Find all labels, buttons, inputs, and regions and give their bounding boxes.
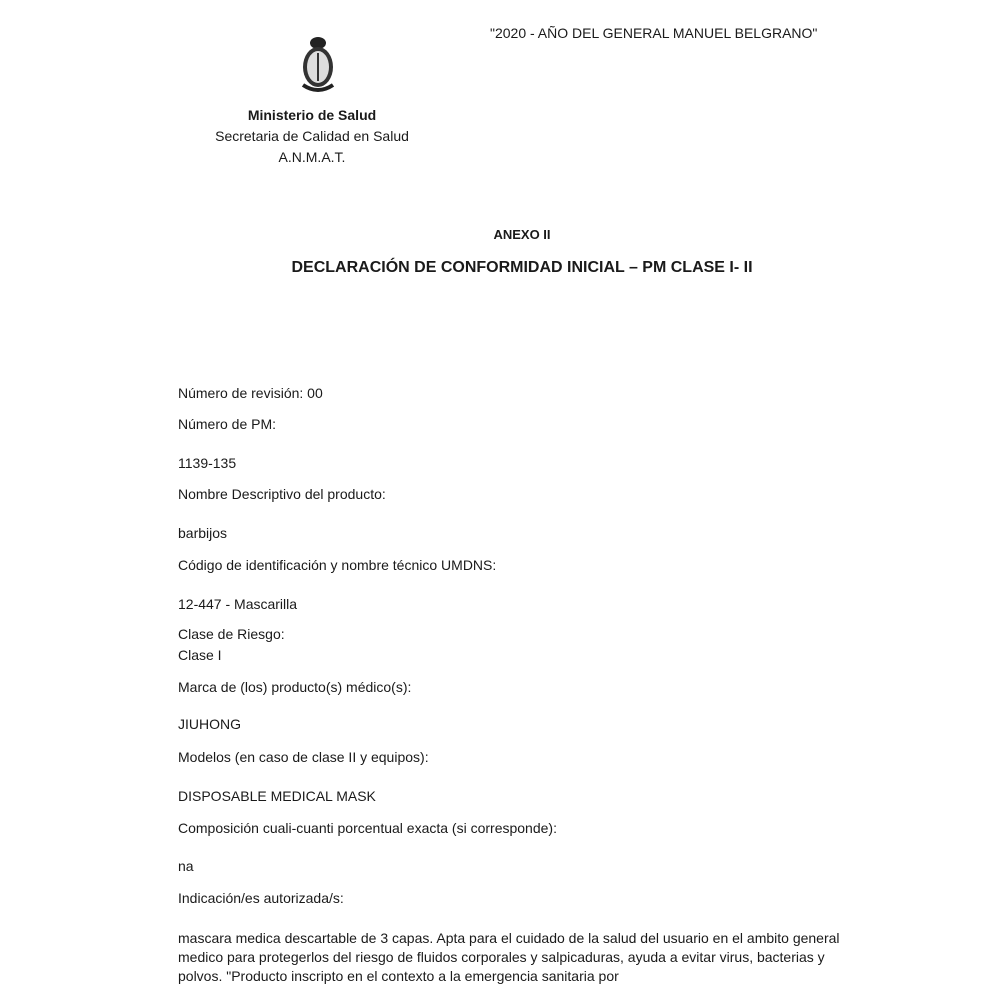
ministry-name: Ministerio de Salud — [247, 107, 377, 123]
risk-class-label: Clase de Riesgo: — [178, 626, 285, 642]
models-label: Modelos (en caso de clase II y equipos): — [178, 749, 429, 765]
document-title: DECLARACIÓN DE CONFORMIDAD INICIAL – PM CLASE I- II — [291, 259, 753, 276]
pm-number-label: Número de PM: — [178, 416, 277, 432]
indications-label: Indicación/es autorizada/s: — [178, 890, 344, 906]
annex-label: ANEXO II — [493, 227, 551, 242]
revision-number: Número de revisión: 00 — [178, 385, 323, 401]
brand-value: JIUHONG — [178, 716, 241, 732]
models-value: DISPOSABLE MEDICAL MASK — [178, 788, 376, 804]
agency-name: A.N.M.A.T. — [278, 149, 346, 165]
umdns-value: 12-447 - Mascarilla — [178, 596, 298, 612]
product-name-value: barbijos — [178, 525, 228, 541]
secretariat-name: Secretaria de Calidad en Salud — [215, 128, 409, 144]
umdns-label: Código de identificación y nombre técnico UMDNS: — [178, 557, 497, 573]
product-name-label: Nombre Descriptivo del producto: — [178, 486, 386, 502]
indications-value: mascara medica descartable de 3 capas. Apta para el cuidado de la salud del usuario en el ambito general medico para protegerlos del riesgo de fluidos corporales y salpicaduras, ayuda a evitar virus, bacterias y polvos. "Producto inscripto en el contexto a la emergencia sanitaria por — [178, 930, 840, 984]
coat-of-arms-icon — [293, 33, 343, 97]
pm-number-value: 1139-135 — [178, 455, 237, 471]
risk-class-value: Clase I — [178, 647, 222, 663]
year-motto: "2020 - AÑO DEL GENERAL MANUEL BELGRANO" — [490, 25, 818, 41]
brand-label: Marca de (los) producto(s) médico(s): — [178, 679, 412, 695]
composition-value: na — [178, 858, 194, 874]
composition-label: Composición cuali-cuanti porcentual exacta (si corresponde): — [178, 820, 557, 836]
